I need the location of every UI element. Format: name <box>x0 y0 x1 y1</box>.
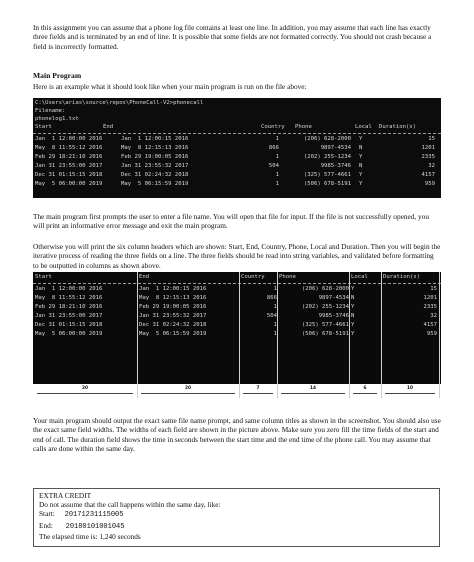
extra-credit-elapsed: The elapsed time is: 1,240 seconds <box>39 531 141 541</box>
main-program-heading: Main Program <box>33 71 82 80</box>
cell-phone: (325) 577-4661 <box>303 172 351 178</box>
cell-country: 1 <box>275 136 279 142</box>
field-width-end: 20 <box>185 386 191 391</box>
cell-country: 1 <box>275 154 279 160</box>
extra-credit-end <box>39 521 434 532</box>
cell-country: 1 <box>273 304 277 310</box>
cell-duration: 1201 <box>421 145 435 151</box>
cell-local: Y <box>351 322 355 328</box>
cell-local: Y <box>351 304 355 310</box>
column-separator <box>381 272 382 398</box>
field-width-local: 6 <box>363 386 367 391</box>
cell-end: Dec 31 02:24:32 2018 <box>121 172 189 178</box>
cell-start: Dec 31 01:15:15 2018 <box>35 172 103 178</box>
end-value: 20180101001045 <box>65 522 125 531</box>
console-screenshot-1 <box>33 98 441 198</box>
console-rows <box>33 136 441 196</box>
column-separator <box>439 272 440 398</box>
extra-credit-start <box>39 509 434 520</box>
cell-end: May 8 12:15:13 2016 <box>139 295 207 301</box>
start-label: Start: <box>39 509 55 519</box>
field-width-phone: 14 <box>310 386 316 391</box>
console-prompt: C:\Users\arias\source\repos\PhoneCall-V2>phonecall <box>35 100 204 106</box>
cell-start: Jan 1 12:00:00 2016 <box>35 136 103 142</box>
cell-start: Feb 29 18:21:10 2016 <box>35 154 103 160</box>
cell-country: 504 <box>266 313 277 319</box>
column-separator <box>349 272 350 398</box>
field-widths <box>33 384 441 398</box>
cell-local: Y <box>351 286 355 292</box>
cell-country: 1 <box>275 172 279 178</box>
cell-country: 504 <box>268 163 279 169</box>
width-arrow <box>385 393 435 394</box>
para-file-prompt: The main program first prompts the user to enter a file name. You will open that file for input. If the file is not successfully opened, you will print an informative error message and exit the main program. <box>33 212 429 231</box>
extra-credit-title: EXTRA CREDIT <box>39 491 92 500</box>
cell-local: Y <box>359 181 363 187</box>
cell-end: Jan 31 23:55:32 2017 <box>121 163 189 169</box>
cell-start: Jan 1 12:00:00 2016 <box>35 286 103 292</box>
cell-local: Y <box>351 331 355 337</box>
cell-local: Y <box>359 172 363 178</box>
header-end: End <box>139 274 150 280</box>
cell-duration: 4157 <box>421 172 435 178</box>
header-duration: Duration(s) <box>383 274 421 280</box>
console-header-row-annotated <box>33 274 441 282</box>
width-arrow <box>243 393 273 394</box>
field-width-start: 20 <box>82 386 88 391</box>
cell-start: Feb 29 18:21:10 2016 <box>35 304 103 310</box>
cell-phone: 9985-3746 <box>318 313 349 319</box>
width-arrow <box>353 393 377 394</box>
console-rows-annotated <box>33 286 441 346</box>
cell-local: Y <box>359 136 363 142</box>
cell-country: 1 <box>273 331 277 337</box>
end-label: End: <box>39 520 53 530</box>
cell-end: Jan 1 12:00:15 2016 <box>139 286 207 292</box>
cell-duration: 15 <box>428 136 435 142</box>
cell-end: May 5 06:15:59 2019 <box>121 181 189 187</box>
para-output-requirements: Your main program should output the exact same file name prompt, and same column titles as shown in the screenshot. You should also use the exact same field widths. The widths of each field are shown in the picture above. Make sure you zero fill the time fields of the start and end of call. The duration field shows the time in seconds between the start time and the end time of the phone call. You may assume that calls are done within the same day. <box>33 416 441 454</box>
cell-local: N <box>359 145 363 151</box>
header-country: Country <box>261 124 285 130</box>
cell-phone: (206) 628-2000 <box>301 286 349 292</box>
cell-country: 1 <box>273 322 277 328</box>
field-width-duration: 10 <box>407 386 413 391</box>
cell-start: Dec 31 01:15:15 2018 <box>35 322 103 328</box>
header-local: Local <box>355 124 372 130</box>
cell-duration: 32 <box>430 313 437 319</box>
extra-credit-line1: Do not assume that the call happens within the same day, like: <box>39 500 221 510</box>
column-separator <box>239 272 240 398</box>
cell-end: Jan 31 23:55:32 2017 <box>139 313 207 319</box>
column-separator <box>137 272 138 398</box>
cell-duration: 4157 <box>423 322 437 328</box>
cell-end: May 5 06:15:59 2019 <box>139 331 207 337</box>
cell-phone: (206) 628-2000 <box>303 136 351 142</box>
column-separator <box>277 272 278 398</box>
cell-country: 866 <box>266 295 277 301</box>
cell-duration: 959 <box>426 331 437 337</box>
header-divider <box>33 283 441 284</box>
cell-end: Dec 31 02:24:32 2018 <box>139 322 207 328</box>
cell-start: May 8 11:55:12 2016 <box>35 145 103 151</box>
cell-country: 866 <box>268 145 279 151</box>
cell-phone: (202) 255-1234 <box>303 154 351 160</box>
cell-start: May 8 11:55:12 2016 <box>35 295 103 301</box>
cell-phone: (506) 678-5191 <box>303 181 351 187</box>
cell-end: Feb 29 19:00:05 2016 <box>139 304 207 310</box>
cell-start: Jan 31 23:55:00 2017 <box>35 163 103 169</box>
cell-phone: 9897-4534 <box>320 145 351 151</box>
header-start: Start <box>35 274 52 280</box>
extra-credit-box <box>33 488 440 547</box>
cell-duration: 2335 <box>423 304 437 310</box>
console-screenshot-2 <box>33 272 441 398</box>
header-local: Local <box>351 274 368 280</box>
cell-start: Jan 31 23:55:00 2017 <box>35 313 103 319</box>
cell-phone: 9897-4534 <box>318 295 349 301</box>
width-arrow <box>37 393 133 394</box>
intro-paragraph: In this assignment you can assume that a phone log file contains at least one line. In addition, you may assume that each line has exactly three fields and is terminated by an end of line. It is possible that some fields are not formatted correctly. You should not crash because a field is incorrectly formatted. <box>33 23 432 51</box>
console-filename: phonelog1.txt <box>35 116 79 122</box>
header-end: End <box>103 124 114 130</box>
cell-end: May 8 12:15:13 2016 <box>121 145 189 151</box>
header-start: Start <box>35 124 52 130</box>
cell-phone: (325) 577-4661 <box>301 322 349 328</box>
start-value: 20171231115005 <box>64 511 124 520</box>
cell-phone: (506) 678-5191 <box>301 331 349 337</box>
console-header-row <box>33 124 441 132</box>
cell-phone: 9985-3746 <box>320 163 351 169</box>
cell-duration: 15 <box>430 286 437 292</box>
cell-phone: (202) 255-1234 <box>301 304 349 310</box>
subheading: Here is an example what it should look like when your main program is run on the file above: <box>33 82 307 91</box>
cell-duration: 959 <box>424 181 435 187</box>
cell-end: Feb 29 19:00:05 2016 <box>121 154 189 160</box>
cell-local: N <box>351 295 355 301</box>
header-divider <box>33 133 441 134</box>
header-phone: Phone <box>279 274 296 280</box>
cell-country: 1 <box>275 181 279 187</box>
header-duration: Duration(s) <box>379 124 417 130</box>
cell-local: N <box>351 313 355 319</box>
cell-start: May 5 06:00:00 2019 <box>35 331 103 337</box>
cell-duration: 1201 <box>423 295 437 301</box>
header-phone: Phone <box>295 124 312 130</box>
console-filename-label: Filename: <box>35 108 66 114</box>
para-column-headers: Otherwise you will print the six column headers which are shown: Start, End, Country, Phone, Local and Duration. Then you will begin the iterative process of reading the three fields on a line. The three fields should be read into string variables, and validated before formatting to be outputted in columns as shown above. <box>33 242 441 270</box>
cell-duration: 32 <box>428 163 435 169</box>
width-arrow <box>281 393 345 394</box>
cell-country: 1 <box>273 286 277 292</box>
cell-end: Jan 1 12:00:15 2016 <box>121 136 189 142</box>
cell-duration: 2335 <box>421 154 435 160</box>
width-arrow <box>141 393 235 394</box>
cell-local: N <box>359 163 363 169</box>
cell-local: Y <box>359 154 363 160</box>
header-country: Country <box>241 274 265 280</box>
cell-start: May 5 06:00:00 2019 <box>35 181 103 187</box>
field-width-country: 7 <box>256 386 260 391</box>
